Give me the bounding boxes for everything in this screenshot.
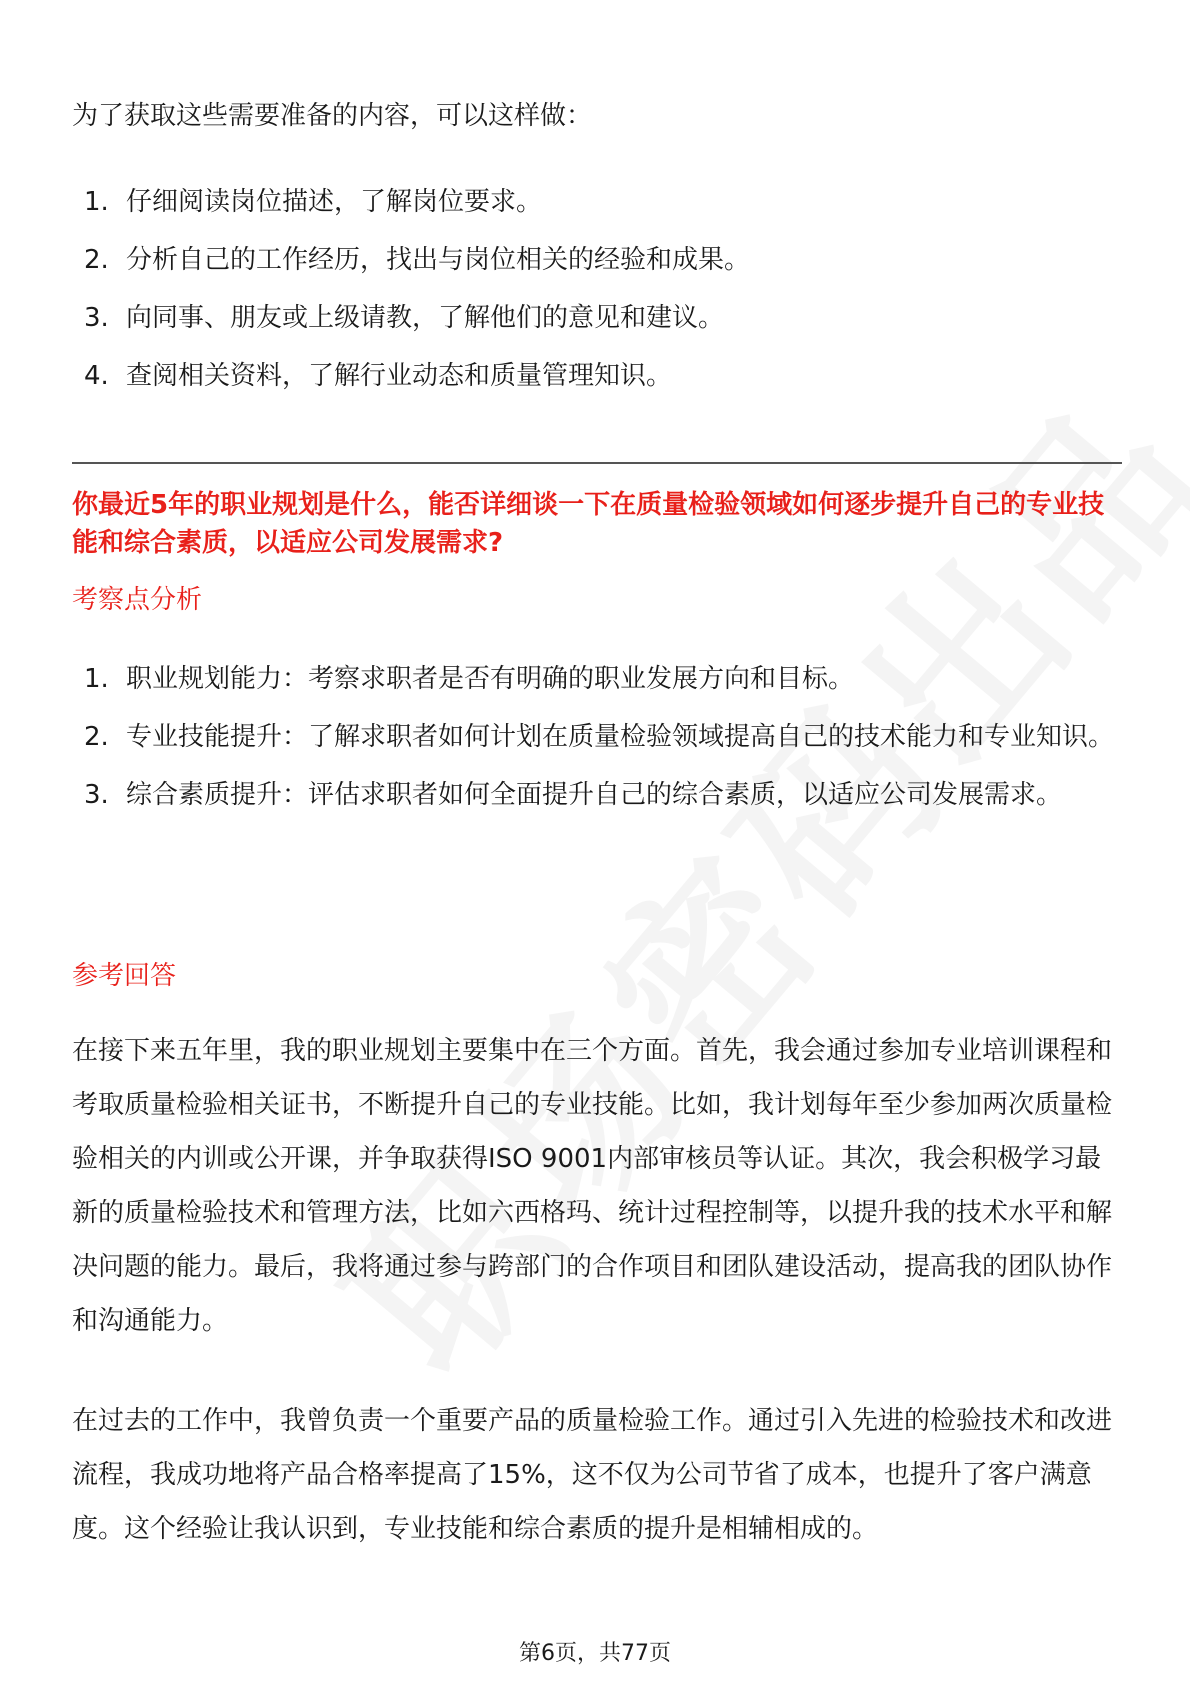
list-number: 2. bbox=[84, 722, 109, 752]
list-item-text: 查阅相关资料，了解行业动态和质量管理知识。 bbox=[126, 361, 673, 391]
answer-paragraph: 在过去的工作中，我曾负责一个重要产品的质量检验工作。通过引入先进的检验技术和改进流程，我成功地将产品合格率提高了15%，这不仅为公司节省了成本，也提升了客户满意度。这个经验让我认识到，专业技能和综合素质的提升是相辅相成的。 bbox=[72, 1406, 1113, 1544]
analysis-heading: 考察点分析 bbox=[72, 585, 203, 615]
list-item-text: 综合素质提升：评估求职者如何全面提升自己的综合素质，以适应公司发展需求。 bbox=[126, 780, 1063, 810]
list-number: 1. bbox=[84, 187, 109, 217]
list-item bbox=[72, 240, 1122, 298]
interview-question: 你最近5年的职业规划是什么，能否详细谈一下在质量检验领域如何逐步提升自己的专业技能和综合素质，以适应公司发展需求? bbox=[72, 490, 1105, 558]
list-number: 2. bbox=[84, 245, 109, 275]
section-divider bbox=[72, 462, 1122, 464]
page-number: 第6页，共77页 bbox=[519, 1641, 671, 1666]
document-page bbox=[72, 0, 1122, 1684]
list-item-text: 专业技能提升：了解求职者如何计划在质量检验领域提高自己的技术能力和专业知识。 bbox=[126, 722, 1115, 752]
list-number: 3. bbox=[84, 780, 109, 810]
list-item-text: 分析自己的工作经历，找出与岗位相关的经验和成果。 bbox=[126, 245, 751, 275]
list-item bbox=[72, 710, 1122, 764]
list-item bbox=[72, 182, 1122, 240]
list-number: 4. bbox=[84, 361, 109, 391]
list-item-text: 向同事、朋友或上级请教，了解他们的意见和建议。 bbox=[126, 303, 725, 333]
answer-paragraph: 在接下来五年里，我的职业规划主要集中在三个方面。首先，我会通过参加专业培训课程和考取质量检验相关证书，不断提升自己的专业技能。比如，我计划每年至少参加两次质量检验相关的内训或公开课，并争取获得ISO 9001内部审核员等认证。其次，我会积极学习最新的质量检验技术和管理方法，比如六西格玛、统计过程控制等，以提升我的技术水平和解决问题的能力。最后，我将通过参与跨部门的合作项目和团队建设活动，提高我的团队协作和沟通能力。 bbox=[72, 1036, 1113, 1336]
list-item bbox=[72, 652, 1122, 706]
list-item bbox=[72, 768, 1122, 822]
list-number: 3. bbox=[84, 303, 109, 333]
list-number: 1. bbox=[84, 664, 109, 694]
preparation-steps-list bbox=[72, 182, 1122, 414]
analysis-list bbox=[72, 652, 1122, 826]
intro-text: 为了获取这些需要准备的内容，可以这样做： bbox=[72, 101, 593, 131]
list-item bbox=[72, 356, 1122, 414]
list-item bbox=[72, 298, 1122, 356]
list-item-text: 仔细阅读岗位描述，了解岗位要求。 bbox=[126, 187, 543, 217]
answer-heading: 参考回答 bbox=[72, 961, 177, 991]
list-item-text: 职业规划能力：考察求职者是否有明确的职业发展方向和目标。 bbox=[126, 664, 855, 694]
